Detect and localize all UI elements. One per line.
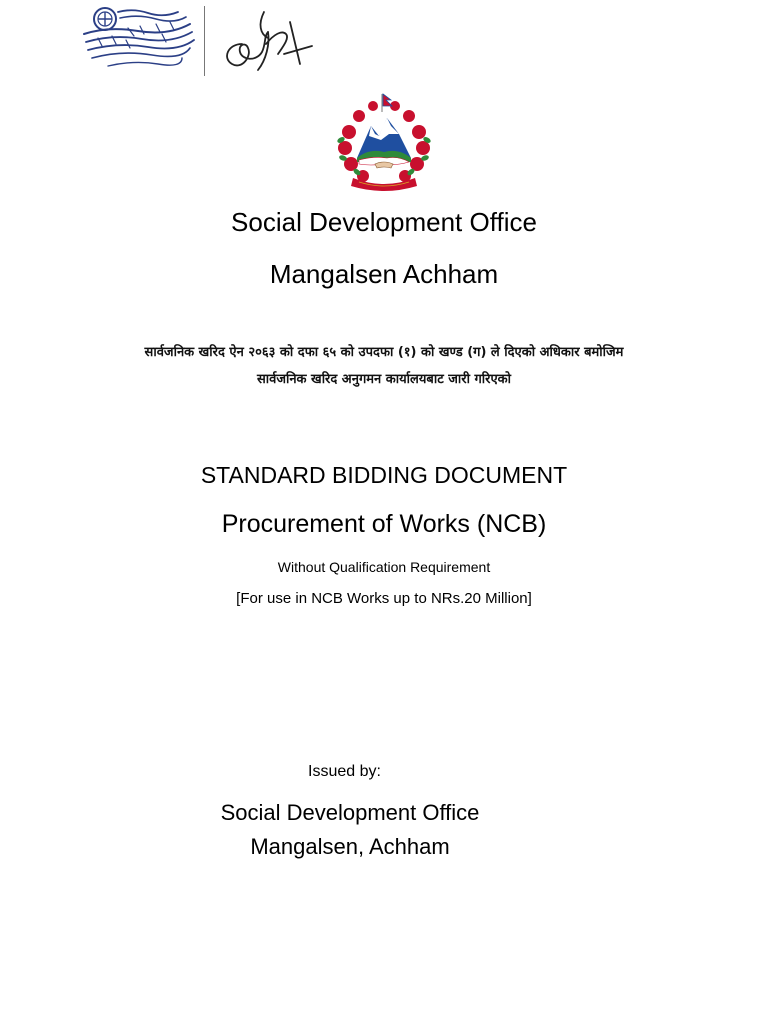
nepali-notice-line-1: सार्वजनिक खरिद ऐन २०६३ को दफा ६५ को उपदफा (१) को खण्ड (ग) ले दिएको अधिकार बमोजिम xyxy=(144,345,624,360)
issuer-location: Mangalsen, Achham xyxy=(250,834,450,859)
stamp-divider xyxy=(204,6,205,76)
document-type: STANDARD BIDDING DOCUMENT xyxy=(200,462,568,488)
office-stamp xyxy=(78,4,202,76)
issuer-name: Social Development Office xyxy=(220,800,480,825)
qualification-note: Without Qualification Requirement xyxy=(277,559,491,575)
document-title: Procurement of Works (NCB) xyxy=(221,510,547,538)
nepali-notice-line-2: सार्वजनिक खरिद अनुगमन कार्यालयबाट जारी गरिएको xyxy=(256,372,512,387)
nepal-emblem xyxy=(329,90,439,192)
office-title: Social Development Office xyxy=(231,207,537,237)
office-location: Mangalsen Achham xyxy=(269,259,499,289)
stamp-signature-block xyxy=(78,4,328,78)
issued-by-label: Issued by: xyxy=(308,763,381,780)
signature xyxy=(208,4,328,78)
usage-note: [For use in NCB Works up to NRs.20 Million] xyxy=(236,590,532,607)
